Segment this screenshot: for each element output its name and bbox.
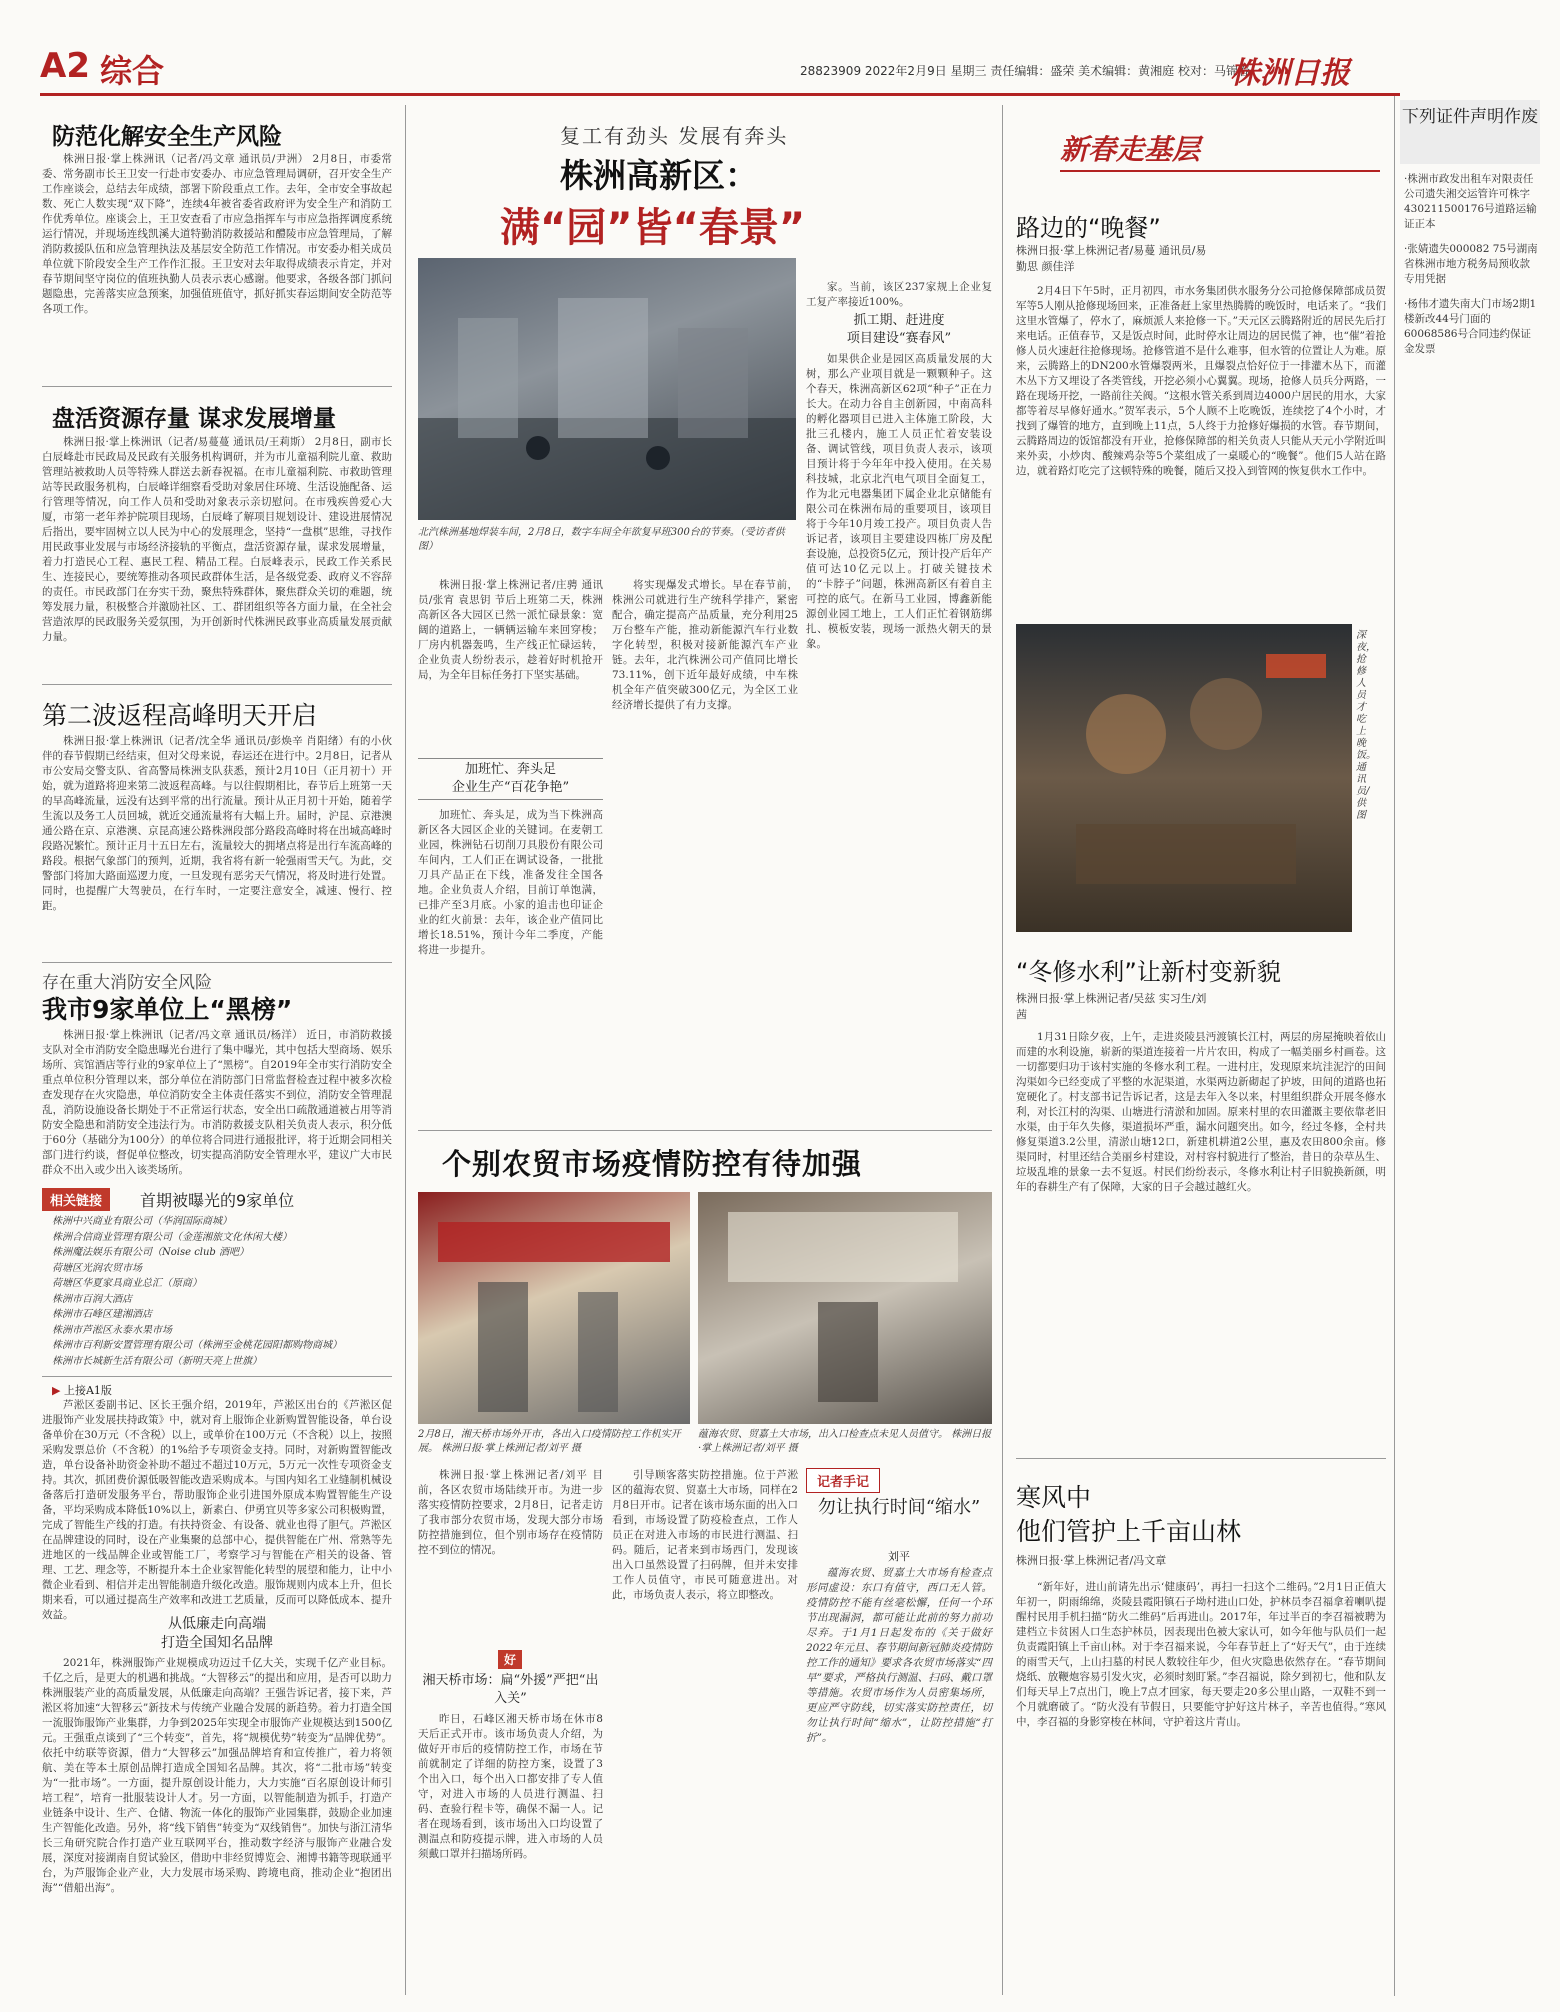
photo-illustration — [1016, 624, 1352, 932]
section-title: 综合 — [100, 52, 165, 90]
article-body: 加班忙、奔头足，成为当下株洲高新区各大园区企业的关键词。在麦朝工业园，株洲钻石切削刀具股份有限公司车间内，工人们正在调试设备，一批批刀具产品正在下线，准备发往全国各地。企业负责人介绍，目前订单饱满，已排产至3月底。小家的追击也印证企业的红火前景：去年，该企业产值同比增长18.51%，预计今年二季度，产能将进一步提升。 — [418, 809, 603, 956]
factory-photo — [418, 258, 796, 520]
article-title: 个别农贸市场疫情防控有待加强 — [442, 1147, 863, 1181]
article-title: “冬修水利”让新村变新貌 — [1016, 958, 1281, 986]
header-rule — [40, 93, 1400, 96]
article-title: 寒风中 — [1016, 1483, 1092, 1512]
divider — [42, 962, 392, 963]
article-body: 引导顾客落实防控措施。位于芦淞区的蕴海农贸、贸嘉土大市场，同样在2月8日开市。记者在该市场东面的出入口看到，市场设置了防疫检查点，工作人员正在对进入市场的市民进行测温、扫码。随后，记者来到市场西门，发现该出入口虽然设置了扫码牌，但并未安排工作人员值守，市民可随意进出。对此，市场负责人表示，将立即整改。 — [612, 1469, 798, 1601]
article-body: 2021年，株洲服饰产业规模成功迈过千亿大关，实现千亿产业目标。千亿之后，是更大的机遇和挑战。“大智移云”的提出和应用，是否可以助力株洲服装产业的高质量发展，从低廉走向高端？王强告诉记者，接下来，芦淞区将加速“大智移云”新技术与传统产业融合发展的新趋势。着力打造全国一流服饰服饰产业集群，力争到2025年实现全市服饰产业规模达到1500亿元。王强重点谈到了“三个转变”，首先，将“规模优势”转变为“品牌优势”。依托中纺联等资源，借力“大智移云”加强品牌培育和宣传推广，着力将领航、美在等本土原创品牌打造成全国知名品牌。其次，将“二批市场”转变为“一批市场”。一方面，提升原创设计能力，大力实施“百名原创设计师引培工程”，培育一批服装设计人才。另一方面，以智能制造为抓手，打造产业链条中设计、生产、仓储、物流一体化的服饰产业园集群，鼓励企业加速生产智能化改造。另外，将“线下销售”转变为“双线销售”。加快与浙江清华长三角研究院合作打造产业互联网平台，推动数字经济与服饰产业融合发展，深度对接湖南自贸试验区，借助中非经贸博览会、湘博书籍等现联通平台，为芦服饰企业产业，大力发展市场采购、跨境电商，推动企业“抱团出海”“借船出海”。 — [42, 1657, 392, 1894]
related-link-title: 首期被曝光的9家单位 — [140, 1191, 295, 1210]
divider — [42, 386, 392, 387]
column-divider — [1002, 105, 1003, 1995]
article-title: 防范化解安全生产风险 — [52, 124, 282, 150]
article-body: 株洲日报·掌上株洲讯（记者/沈全华 通讯员/彭焕辛 肖阳绪）有的小伙伴的春节假期已经结束，但对父母来说，春运还在进行中。2月8日，记者从市公安局交警支队、省高警局株洲支队获悉，预计2月10日（正月初十）开始，就为道路将迎来第二波返程高峰。与以往假期相比，春节后上班第一天的早高峰流量，远没有达到平常的出行流量。预计从正月初十开始，随着学生流以及务工人员回城，就近交通流量将有大幅上升。届时，沪昆、京港澳通公路在京、京港澳、京昆高速公路株洲段部分路段高峰时将在出城高峰时段路况繁忙。预计正月十五日左右，流量较大的拥堵点将是出行车流高峰的路段。根据气象部门的预判，近期，我省将有新一轮强雨雪天气。为此，交警部门将加大路面巡逻力度，一旦发现有恶劣天气情况，将及时进行处置。同时，也提醒广大驾驶员，在行车时，一定要注意安全，减速、慢行、控距。 — [42, 735, 392, 912]
article-kicker: 复工有劲头 发展有奔头 — [560, 124, 789, 148]
note-tag: 记者手记 — [806, 1468, 880, 1493]
unit-list — [52, 1214, 392, 1369]
article-title: 路边的“晚餐” — [1016, 214, 1161, 242]
photo-caption: 2月8日，湘天桥市场外开市，各出入口疫情防控工作机实开展。 株洲日报·掌上株洲记者/刘平 摄 — [418, 1429, 681, 1454]
article-body: 1月31日除夕夜，上午，走进炎陵县沔渡镇长江村，两层的房屋掩映着依山而建的水利设施，崭新的渠道连接着一片片农田，构成了一幅美丽乡村画卷。这一切都要归功于该村实施的冬修水利工程。一进村庄，发现原来坑洼泥泞的田间沟渠如今已经变成了平整的水泥渠道，水渠两边新砌起了护坡，田间的道路也拓宽硬化了。村支部书记告诉记者，这是去年入冬以来，村里组织群众开展冬修水利，对长江村的沟渠、山塘进行清淤和加固。原来村里的农田灌溉主要依靠老旧水渠，由于年久失修，渠道损坏严重，漏水问题突出。如今，经过冬修，全村共修复渠道3.2公里，清淤山塘12口，新建机耕道2公里，惠及农田800余亩。修渠同时，村里还结合美丽乡村建设，对村容村貌进行了整治，昔日的杂草丛生、垃圾乱堆的景象一去不复返。村民们纷纷表示，冬修水利让村子旧貌换新颜，明年的春耕生产有了保障，大家的日子会越过越红火。 — [1016, 1031, 1386, 1193]
article-body: 2月4日下午5时，正月初四，市水务集团供水服务分公司抢修保障部成员贺军等5人刚从抢修现场回来，正准备赶上家里热腾腾的晚饭时，电话来了。“我们这里水管爆了，停水了，麻烦派人来抢修一下。”天元区云腾路附近的居民先后打来电话。正值春节，又是饭点时间，此时停水让周边的居民慌了神，也“催”着抢修人员火速赶往抢修现场。抢修管道不是什么难事，但水管的位置让人为难。原来，云腾路上的DN200水管爆裂两米，且爆裂点恰好位于一排灌木丛下，而灌木丛下方又埋设了各类管线，开挖必须小心翼翼。现场，抢修人员兵分两路，一路在现场开挖，一路前往关阀。“这根水管关系到周边4000户居民的用水，大家都等着尽早修好通水。”贺军表示，5个人顾不上吃晚饭，连续挖了4个小时，才找到了爆管的地方，直到晚上11点，5人终于力抢修好爆损的水管。春节期间，云腾路周边的饭馆都没有开业，抢修保障部的相关负责人只能从天元小学附近叫来外卖，小炒肉、酸辣鸡杂等5个菜组成了一桌暖心的“晚餐”。他们5人站在路边，就着路灯吃完了这顿特殊的晚餐，随后又投入到管网的恢复供水工作中。 — [1016, 285, 1386, 477]
newspaper-logo: 株洲日报 — [1230, 56, 1350, 91]
article-subheading: 加班忙、奔头足 企业生产“百花争艳” — [418, 758, 603, 800]
photo-illustration — [698, 1192, 992, 1424]
sidebar-title: 下列证件声明作废 — [1400, 100, 1540, 164]
photo-caption: 蕴海农贸、贸嘉土大市场，出入口检查点未见人员值守。 株洲日报·掌上株洲记者/刘平 摄 — [698, 1429, 992, 1454]
unit-list-item: 株洲市长城新生活有限公司（新明天亮上世旗） — [52, 1355, 262, 1367]
unit-list-item: 株洲魔法娱乐有限公司（Noise club 酒吧） — [52, 1247, 250, 1258]
article-body: 芦淞区委副书记、区长王强介绍，2019年，芦淞区出台的《芦淞区促进服饰产业发展扶持政策》中，就对育上服饰企业新购置智能设备，单台设备单价在30万元（不含税）以上，或单价在100万元（不含税）以上，按照采购发票总价（不含税）的1%给予专项资金支持。同时，对新购置智能改造，单台设备补助资金补助不超过不超过10万元，5万元一次性专项资金支持。其次，抓团费价源低吸智能改造采购成本。与国内知名工业缝制机械设备落后打造研发服务平台，帮助服饰企业引进国外原成本购置智能生产设备，平均采购成本降低10%以上，新素白、伊勇宜贝等多家公司积极购置，完成了智能生产线的打造。有扶持资金、有设备、就业也得了胆气。芦淞区在品牌建设的同时，设在产业集聚的总部中心，提供智能在广州、常熟等先进地区的一线品牌企业或智能工厂，考察学习与智能在产相关的设备、管理、工艺、理念等，不断提升本土企业家智能化转型的展望和能力，让中小微企业看到、相信并走出智能制造升级化改造。服饰规则内成本上升，但长期来看，可以通过提高生产效率和改进工艺质量，反而可以降低成本、提升效益。 — [42, 1399, 392, 1621]
article-body: 昨日，石峰区湘天桥市场在休市8天后正式开市。该市场负责人介绍，为做好开市后的疫情防控工作，市场在节前就制定了详细的防控方案，设置了3个出入口，每个出入口都安排了专人值守，对进入市场的人员进行测温、扫码、查验行程卡等，确保不漏一人。记者在现场看到，该市场出入口均设置了测温点和防疫提示牌，进入市场的人员须戴口罩并扫描场所码。 — [418, 1713, 603, 1860]
unit-list-item: 株洲市芦淞区永泰水果市场 — [52, 1324, 172, 1336]
unit-list-item: 株洲市百利新安置管理有限公司（株洲至金桃花园阳都购物商城） — [52, 1340, 342, 1351]
article-body: 家。当前，该区237家规上企业复工复产率接近100%。 — [806, 281, 992, 308]
article-subheading: 从低廉走向高端 打造全国知名品牌 — [161, 1616, 273, 1651]
market-photo-1 — [418, 1192, 690, 1424]
divider — [418, 1130, 992, 1131]
article-title: 第二波返程高峰明天开启 — [42, 701, 318, 730]
article-body: 株洲日报·掌上株洲讯（记者/冯文章 通讯员/尹洲） 2月8日，市委常委、常务副市长王卫安一行赴市安委办、市应急管理局调研，召开安全生产工作座谈会，总结去年成绩，部署下阶段重点工作。去年，全市安全事故起数、死亡人数实现“双下降”，连续4年被省委省政府评为安全生产和消防工作优秀单位。座谈会上，王卫安查看了市应急指挥车与市应急指挥调度系统运行情况，并现场连线凯溪大道特勤消防救援站和醴陵市应急管理局，了解消防救援队伍和应急管理执法及基层安全防范工作情况。市安委办相关成员单位就下阶段安全生产工作作汇报。王卫安对去年取得成绩表示肯定，并对春节期间坚守岗位的值班执勤人员表示衷心感谢。他要求，各级各部门抓问题隐患，完善落实应急预案，加强值班值守，抓好抓实春运期间安全防范等各项工作。 — [42, 153, 392, 315]
article-body: 如果供企业是园区高质量发展的大树，那么产业项目就是一颗颗种子。这个春天，株洲高新区62项“种子”正在力长大。在动力谷自主创新园，中南高科的孵化器项目已进入主体施工阶段，大批三孔楼内，施工人员正忙着安装设备、调试管线，项目负责人表示，该项目预计将于今年年中投入使用。在关易科技城，北京北汽电气项目全面复工，作为北元电器集团下属企业北京储能有限公司在株洲布局的重要项目，该项目将于今年10月竣工投产。项目负责人告诉记者，该项目主要建设四栋厂房及配套设施，总投资5亿元，预计投产后年产值可达10亿元以上。打破关键技术的“卡脖子”问题，株洲高新区有着自主可控的底气。在新马工业园，博鑫新能源创业园工地上，工人们正忙着钢筋绑扎、模板安装，现场一派热火朝天的景象。 — [806, 353, 992, 650]
note-author: 刘平 — [888, 1550, 910, 1563]
article-body: 株洲日报·掌上株洲记者/刘平 目前，各区农贸市场陆续开市。为进一步落实疫情防控要求，2月8日，记者走访了我市部分农贸市场，发现大部分市场防控措施到位，但个别市场存在疫情防控不到位的情况。 — [418, 1469, 603, 1556]
article-title: 株洲高新区： — [560, 156, 758, 195]
divider — [42, 1376, 392, 1377]
market-photo-2 — [698, 1192, 992, 1424]
notice-item: ·张婧遗失000082 75号湖南省株洲市地方税务局预收款专用凭据 — [1404, 243, 1538, 285]
banner-label: 新春走基层 — [1060, 133, 1201, 166]
issue-info: 28823909 2022年2月9日 星期三 责任编辑：盛荣 美术编辑：黄湘庭 校对：马锦春 — [800, 64, 1250, 78]
article-title: 我市9家单位上“黑榜” — [42, 995, 293, 1024]
byline: 株洲日报·掌上株洲记者/冯文章 — [1016, 1554, 1167, 1567]
unit-list-item: 株洲市石峰区建湘酒店 — [52, 1309, 152, 1320]
article-body: 株洲日报·掌上株洲记者/庄骋 通讯员/张宵 袁思钥 节后上班第二天，株洲高新区各大园区已然一派忙碌景象：宽阔的道路上，一辆辆运输车来回穿梭；厂房内机器轰鸣，生产线正忙碌运转，企业负责人纷纷表示，趁着好时机抢开局，为全年目标任务打下坚实基础。 — [418, 579, 603, 681]
photo-caption: 深夜，抢修人员才吃上晚饭。通讯员/供图 — [1356, 630, 1376, 821]
notice-item: ·杨伟才遗失南大门市场2期1楼新改44号门面的60068586号合同违约保证金发票 — [1404, 298, 1537, 355]
sidebar-list — [1404, 172, 1540, 367]
unit-list-item: 株洲市百润大酒店 — [52, 1293, 132, 1305]
photo-illustration — [418, 258, 796, 520]
article-body: “新年好，进山前请先出示‘健康码’，再扫一扫这个二维码。”2月1日正值大年初一，阴雨绵绵，炎陵县霞阳镇石子坳村进山口处，护林员李召福拿着喇叭提醒村民用手机扫描“防火二维码”后再进山。2017年，年过半百的李召福被聘为建档立卡贫困人口生态护林员，因表现出色被大家认可，如今年他与队员们一起负责霞阳镇上千亩山林。对于李召福来说，今年春节赶上了“好天气”，由于连续的雨雪天气，上山扫墓的村民人数较往年少，但火灾隐患依然存在。“春节期间烧纸、放鞭炮容易引发火灾，必须时刻盯紧。”李召福说，除夕到初七，他和队友们每天早上7点出门，晚上7点才回家，每天要走20多公里山路，一双鞋不到一个月就磨破了。“防火没有节假日，只要能守护好这片林子，辛苦也值得。”寒风中，李召福的身影穿梭在林间，守护着这片青山。 — [1016, 1581, 1386, 1728]
column-divider — [405, 105, 406, 1995]
unit-list-item: 荷塘区光润农贸市场 — [52, 1262, 142, 1274]
article-title: 盘活资源存量 谋求发展增量 — [52, 406, 337, 432]
notice-item: ·株洲市政发出租车对限责任公司遗失湘交运管许可株字430211500176号道路运输证正本 — [1404, 173, 1537, 230]
divider — [1016, 1458, 1386, 1459]
photo-illustration — [418, 1192, 690, 1424]
banner — [1060, 128, 1380, 172]
sidebar — [1394, 96, 1545, 1996]
article-body: 株洲日报·掌上株洲讯（记者/易蔓蔓 通讯员/王莉斯） 2月8日，副市长白辰峰赴市民政局及民政有关服务机构调研，并为市儿童福利院儿童、救助管理站被救助人员等特殊人群送去新春祝福。在市儿童福利院、市救助管理站等民政服务机构，白辰峰详细察看受助对象居住环境、生活设施配备、运行管理等情况，向工作人员和受助对象表示亲切慰问。在市残疾兽爱心大厦，市第一老年养护院项目现场，白辰峰了解项目规划设计、建设进展情况后指出，要牢固树立以人民为中心的发展理念，坚持“一盘棋”思维，寻找作用民政事业发展与市场经济接轨的平衡点，盘活资源存量，谋求发展增量，着力打造民心工程、惠民工程、精品工程。白辰峰表示，民政工作关系民生、连接民心，要统筹推动各项民政群体生活，是各级党委、政府义不容辞的责任。市民政部门在夯实干劲，聚焦特殊群体，聚焦群众关切的难题，统筹发展力量，积极整合并激励社区、工、群团组织等各方面力量，在全社会营造浓厚的民政服务关爱氛围，为开创新时代株洲民政事业高质量发展贡献力量。 — [42, 436, 392, 643]
repair-photo — [1016, 624, 1352, 932]
byline: 株洲日报·掌上株洲记者/吴兹 实习生/刘茜 — [1016, 992, 1207, 1021]
continued-label: ▶ 上接A1版 — [52, 1384, 112, 1397]
article-body: 将实现爆发式增长。早在春节前，株洲公司就进行生产统科学排产，紧密配合，确定提高产品质量，充分利用25万台整车产能，推动新能源汽车行业数字化转型，积极对接新能源汽车产业链。去年，北汽株洲公司产值同比增长73.11%，创下近年最好成绩，中车株机全年产值突破300亿元，为全区工业经济增长提供了有力支撑。 — [612, 579, 798, 711]
unit-list-item: 荷塘区华夏家具商业总汇（原商） — [52, 1278, 202, 1289]
article-subheading: 湘天桥市场：扁“外援”严把“出入关” — [422, 1673, 599, 1706]
byline: 株洲日报·掌上株洲记者/易蔓 通讯员/易勤思 颜佳洋 — [1016, 244, 1207, 273]
article-kicker: 存在重大消防安全风险 — [42, 973, 212, 993]
article-title: 他们管护上千亩山林 — [1016, 1517, 1242, 1546]
page-number: A2 — [40, 46, 90, 86]
note-title: 勿让执行时间“缩水” — [817, 1497, 981, 1518]
unit-list-item: 株洲中兴商业有限公司（华润国际商城） — [52, 1216, 232, 1227]
article-subheading: 抓工期、赶进度 项目建设“赛春风” — [846, 313, 952, 346]
unit-list-item: 株洲合信商业管理有限公司（金莲湘旅文化休闲大楼） — [52, 1231, 292, 1243]
photo-caption: 北汽株洲基地焊装车间，2月8日，数字车间全年欲复早班300台的节奏。（受访者供图） — [418, 527, 785, 552]
article-title-highlight: 满“园”皆“春景” — [500, 205, 806, 251]
good-tag: 好 — [498, 1650, 522, 1669]
related-link-tag: 相关链接 — [42, 1188, 110, 1211]
note-body: 蕴海农贸、贸嘉土大市场有检查点形同虚设：东口有值守，西口无人管。疫情防控不能有丝毫松懈，任何一个环节出现漏洞，都可能让此前的努力前功尽弃。于1月1日起发布的《关于做好2022年元旦、春节期间新冠肺炎疫情防控工作的通知》要求各农贸市场落实“四早”要求，严格执行测温、扫码、戴口罩等措施。农贸市场作为人员密集场所，更应严守防线，切实落实防控责任，切勿让执行时间“缩水”，让防控措施“打折”。 — [806, 1567, 992, 1744]
article-body: 株洲日报·掌上株洲讯（记者/冯文章 通讯员/杨洋） 近日，市消防救援支队对全市消防安全隐患曝光台进行了集中曝光，其中包括大型商场、娱乐场所、宾馆酒店等行业的9家单位上了“黑榜”。自2019年全市实行消防安全重点单位积分管理以来，部分单位在消防部门日常监督检查过程中被多次检查发现存在火灾隐患，单位消防安全主体责任落实不到位，消防安全管理混乱，消防设施设备长期处于不正常运行状态，安全出口疏散通道被占用等消防安全隐患和消防安全违法行为。市消防救援支队相关负责人表示，积分低于60分（基础分为100分）的单位将合同进行通报批评，将于近期会同相关部门进行约谈，督促单位整改，切实提高消防安全管理水平，建议广大市民群众不出入或少出入该类场所。 — [42, 1029, 392, 1176]
divider — [42, 684, 392, 685]
